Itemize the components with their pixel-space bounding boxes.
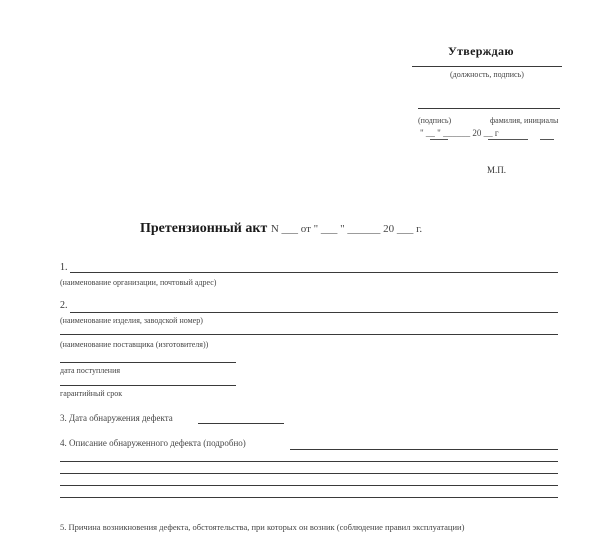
defect-cause-label: 5. Причина возникновения дефекта, обстоятельства, при которых он возник (соблюдение правил эксплуатации) bbox=[60, 522, 465, 532]
defect-description-line-2[interactable] bbox=[60, 461, 558, 462]
supplier-caption: (наименование поставщика (изготовителя)) bbox=[60, 340, 209, 349]
document-title bbox=[140, 221, 422, 237]
receipt-date-input-line[interactable] bbox=[60, 362, 236, 363]
field-1-caption: (наименование организации, почтовый адрес) bbox=[60, 278, 217, 287]
field-2-input-line[interactable] bbox=[70, 312, 558, 313]
approval-date-month-line bbox=[488, 139, 528, 140]
approval-title: Утверждаю bbox=[448, 44, 514, 58]
defect-description-line-1[interactable] bbox=[290, 449, 558, 450]
field-2-caption: (наименование изделия, заводской номер) bbox=[60, 316, 203, 325]
stamp-placeholder: М.П. bbox=[487, 165, 507, 175]
approval-date-day-line bbox=[430, 139, 448, 140]
approval-date-year-line bbox=[540, 139, 554, 140]
document-title-number-date: N ___ от " ___ " ______ 20 ___ г. bbox=[270, 223, 423, 235]
approval-signature-caption-left: (подпись) bbox=[418, 116, 452, 125]
receipt-date-caption: дата поступления bbox=[60, 366, 121, 375]
approval-signature-line bbox=[418, 108, 560, 109]
approval-position-caption: (должность, подпись) bbox=[450, 70, 524, 79]
defect-description-line-4[interactable] bbox=[60, 485, 558, 486]
field-1-input-line[interactable] bbox=[70, 272, 558, 273]
field-1-number: 1. bbox=[60, 262, 68, 273]
defect-date-label: 3. Дата обнаружения дефекта bbox=[60, 413, 173, 423]
field-2-number: 2. bbox=[60, 300, 68, 311]
document-title-main: Претензионный акт bbox=[140, 221, 268, 236]
supplier-input-line[interactable] bbox=[60, 334, 558, 335]
warranty-input-line[interactable] bbox=[60, 385, 236, 386]
approval-position-line bbox=[412, 66, 562, 67]
warranty-caption: гарантийный срок bbox=[60, 389, 123, 398]
defect-description-line-5[interactable] bbox=[60, 497, 558, 498]
defect-description-label: 4. Описание обнаруженного дефекта (подробно) bbox=[60, 438, 246, 448]
approval-date-line: " __ " ______ 20 __ г bbox=[420, 128, 499, 138]
defect-date-input-line[interactable] bbox=[198, 423, 284, 424]
defect-description-line-3[interactable] bbox=[60, 473, 558, 474]
approval-signature-caption-right: фамилия, инициалы bbox=[490, 116, 559, 125]
